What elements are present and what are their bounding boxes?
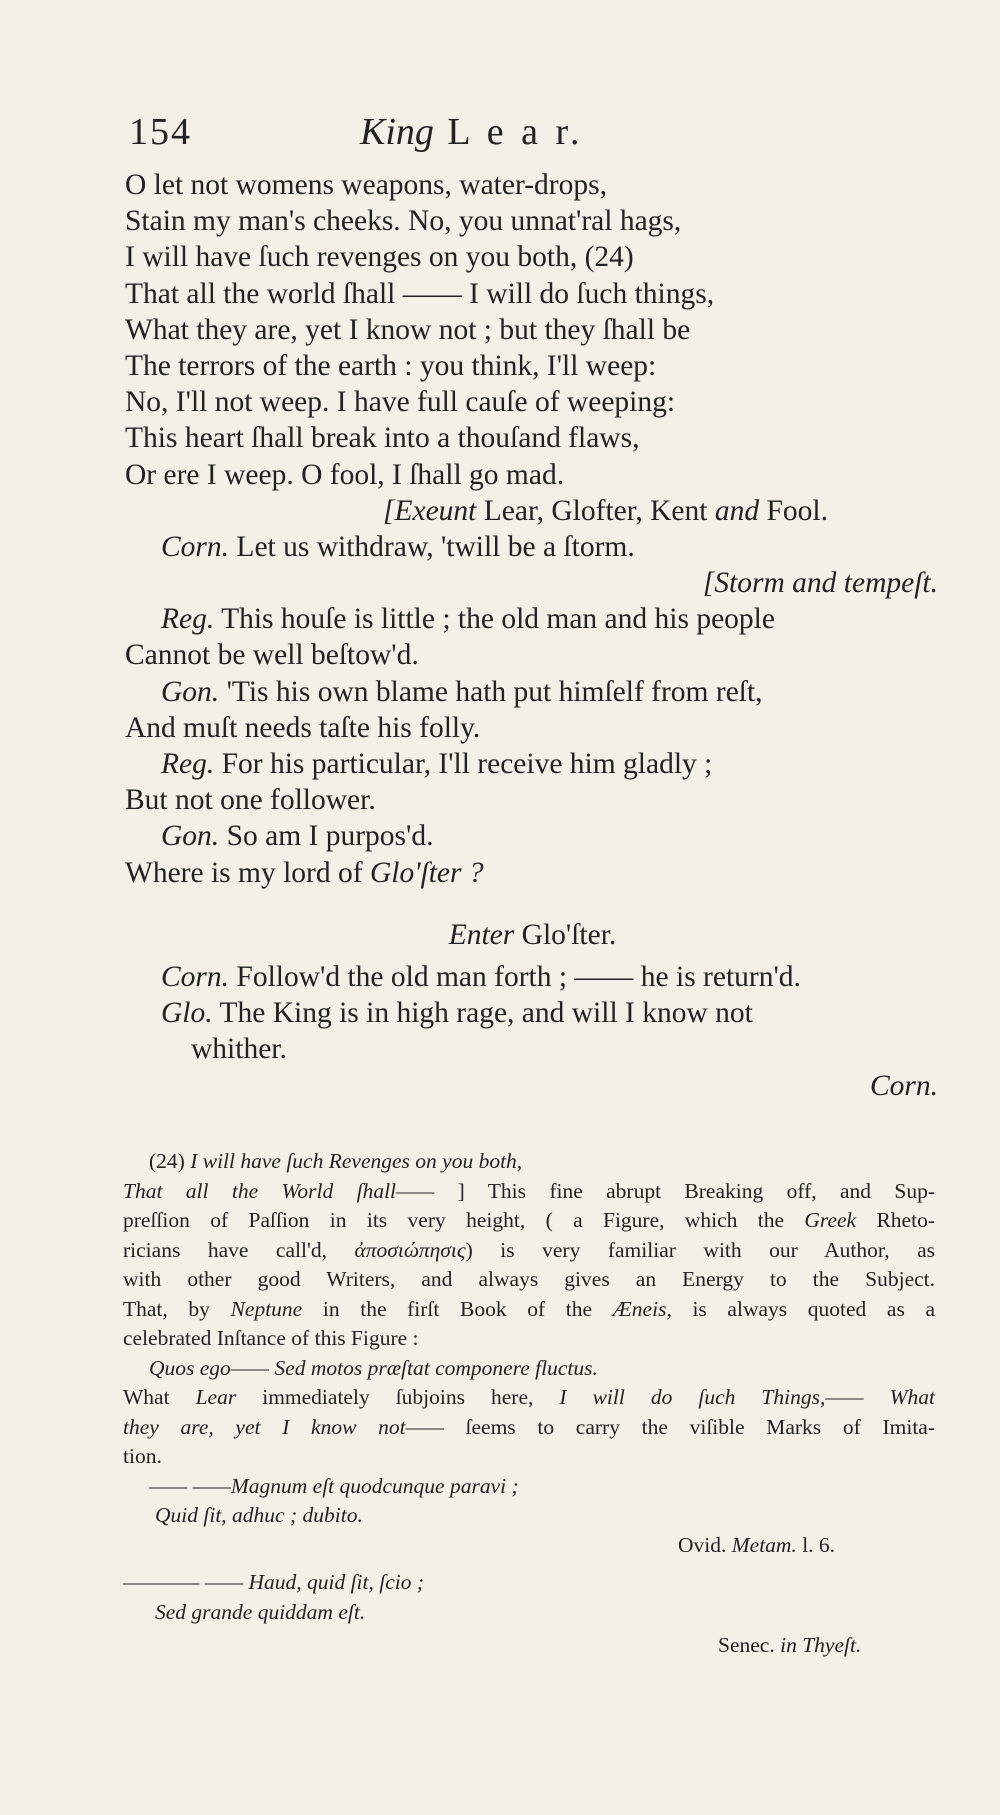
- sd-italic: Enter: [448, 918, 515, 951]
- footnote-text: ] This fine abrupt Breaking off, and Sup-: [434, 1178, 936, 1203]
- citation-text: Senec.: [718, 1633, 781, 1657]
- speech-cornwall: [125, 959, 940, 995]
- footnote-italic: I will do ſuch Things,—— What: [559, 1385, 935, 1409]
- footnote-line: celebrated Inſtance of this Figure :: [123, 1326, 419, 1350]
- speaker-name: Reg.: [161, 603, 215, 636]
- speaker-name: Gon.: [161, 820, 220, 853]
- sd-text: Glo'ſter.: [514, 918, 617, 951]
- footnote-latin-quote: —— ——Magnum eſt quodcunque paravi ;: [149, 1473, 519, 1498]
- running-title-italic: King: [360, 111, 434, 153]
- footnote-italic: Æneis,: [612, 1296, 672, 1321]
- sd-text: Lear, Glofter, Kent: [476, 494, 715, 527]
- speech-gloster: [125, 995, 940, 1031]
- speaker-name: Corn.: [161, 530, 230, 563]
- catchword: Corn.: [869, 1069, 938, 1102]
- footnote-quote: That all the World ſhall——: [123, 1178, 435, 1203]
- speech-text: Follow'd the old man forth ; —— he is return'd.: [229, 960, 801, 993]
- footnote-latin-quote: Quid ſit, adhuc ; dubito.: [155, 1503, 363, 1527]
- running-title: [360, 110, 584, 154]
- footnote-latin-quote: Sed grande quiddam eſt.: [155, 1599, 366, 1624]
- verse-line: But not one follower.: [125, 784, 376, 817]
- footnote-heading: [123, 1147, 935, 1177]
- footnote-citation: [123, 1631, 935, 1661]
- footnote-quote: I will have ſuch Revenges on you both,: [184, 1149, 523, 1173]
- speech-regan: [125, 601, 940, 637]
- footnote-line: [123, 1177, 935, 1207]
- sd-text: Fool.: [759, 494, 828, 527]
- verse-line: Stain my man's cheeks. No, you unnat'ral hags,: [125, 205, 682, 238]
- sd-and: and: [714, 494, 760, 527]
- speech-text: 'Tis his own blame hath put himſelf from reſt,: [219, 675, 763, 708]
- footnote: [123, 1147, 935, 1661]
- speaker-name: Glo.: [161, 997, 213, 1030]
- speech-text: So am I purpos'd.: [219, 820, 434, 853]
- footnote-latin-quote: Quos ego—— Sed motos præſtat componere fluctus.: [149, 1355, 598, 1380]
- speech-text: For his particular, I'll receive him gladly ;: [214, 748, 713, 780]
- speech-goneril: [125, 818, 940, 854]
- citation-italic: Metam.: [731, 1532, 797, 1557]
- verse-line: O let not womens weapons, water-drops,: [125, 169, 607, 201]
- page-number: 154: [129, 111, 192, 153]
- page-header: [125, 110, 905, 160]
- citation-italic: in Thyeſt.: [780, 1633, 862, 1657]
- speech-text: Where is my lord of: [125, 856, 370, 889]
- verse-line: What they are, yet I know not ; but they ſhall be: [125, 313, 691, 346]
- footnote-text: in the firſt Book of the: [302, 1296, 613, 1321]
- verse-line: Cannot be well beſtow'd.: [125, 639, 419, 672]
- footnote-line: [123, 1383, 935, 1413]
- speech-italic: Glo'ſter ?: [369, 856, 484, 889]
- footnote-italic: Lear: [195, 1385, 237, 1409]
- citation-text: Ovid.: [678, 1532, 732, 1557]
- speaker-name: Corn.: [161, 960, 230, 993]
- footnote-line: [123, 1295, 935, 1325]
- stage-direction-storm: [Storm and tempeſt.: [702, 567, 938, 600]
- footnote-text: preſſion of Paſſion in its very height, ( a Figure, which the: [123, 1208, 805, 1232]
- verse-line: Or ere I weep. O fool, I ſhall go mad.: [125, 458, 565, 491]
- footnote-greek: ἀποσιώπησις: [354, 1237, 466, 1262]
- speaker-name: Reg.: [161, 748, 215, 780]
- citation-text: l. 6.: [796, 1532, 836, 1557]
- verse-line: That all the world ſhall —— I will do ſuch things,: [125, 277, 715, 310]
- footnote-text: ) is very familiar with our Author, as: [465, 1237, 935, 1262]
- speech-cornwall: [125, 529, 940, 565]
- footnote-text: That, by: [123, 1296, 231, 1321]
- verse-line: I will have ſuch revenges on you both, (24): [125, 241, 634, 274]
- running-title-caps: L e a r.: [447, 111, 584, 153]
- speech-goneril: [125, 674, 940, 710]
- footnote-text: Rheto-: [856, 1208, 935, 1232]
- footnote-italic: Neptune: [230, 1296, 303, 1321]
- speech-regan: [125, 746, 940, 782]
- verse-line: And muſt needs taſte his folly.: [125, 711, 481, 744]
- footnote-text: ſeems to carry the viſible Marks of Imita-: [443, 1414, 935, 1439]
- verse-line: The terrors of the earth : you think, I'll weep:: [125, 349, 657, 382]
- footnote-citation: [123, 1531, 935, 1561]
- footnote-line: [123, 1236, 935, 1266]
- verse-line: This heart ſhall break into a thouſand flaws,: [125, 422, 640, 455]
- verse-line: whither.: [191, 1033, 287, 1066]
- footnote-line: tion.: [123, 1444, 162, 1468]
- footnote-italic: they are, yet I know not——: [123, 1414, 444, 1439]
- stage-direction-enter: [125, 917, 940, 953]
- footnote-line: with other good Writers, and always gives an Energy to the Subject.: [123, 1267, 935, 1291]
- sd-italic: [Exeunt: [383, 494, 477, 527]
- play-text: [125, 167, 940, 1104]
- spacer: [125, 891, 940, 917]
- footnote-number: (24): [149, 1149, 185, 1173]
- verse-line: No, I'll not weep. I have full cauſe of weeping:: [125, 386, 676, 419]
- footnote-line: [123, 1206, 935, 1236]
- speaker-name: Gon.: [161, 675, 220, 708]
- footnote-text: What: [123, 1385, 196, 1409]
- footnote-italic: Greek: [804, 1208, 857, 1232]
- footnote-text: immediately ſubjoins here,: [236, 1385, 560, 1409]
- speech-text: The King is in high rage, and will I know not: [212, 997, 753, 1030]
- speech-text: This houſe is little ; the old man and his people: [214, 603, 775, 636]
- speech-text: Let us withdraw, 'twill be a ſtorm.: [229, 530, 635, 563]
- footnote-text: ricians have call'd,: [123, 1237, 355, 1262]
- footnote-line: [123, 1413, 935, 1443]
- footnote-latin-quote: ———— —— Haud, quid ſit, ſcio ;: [123, 1570, 425, 1594]
- verse-line: [125, 855, 940, 891]
- stage-direction-exeunt: [125, 493, 940, 529]
- footnote-text: is always quoted as a: [671, 1296, 936, 1321]
